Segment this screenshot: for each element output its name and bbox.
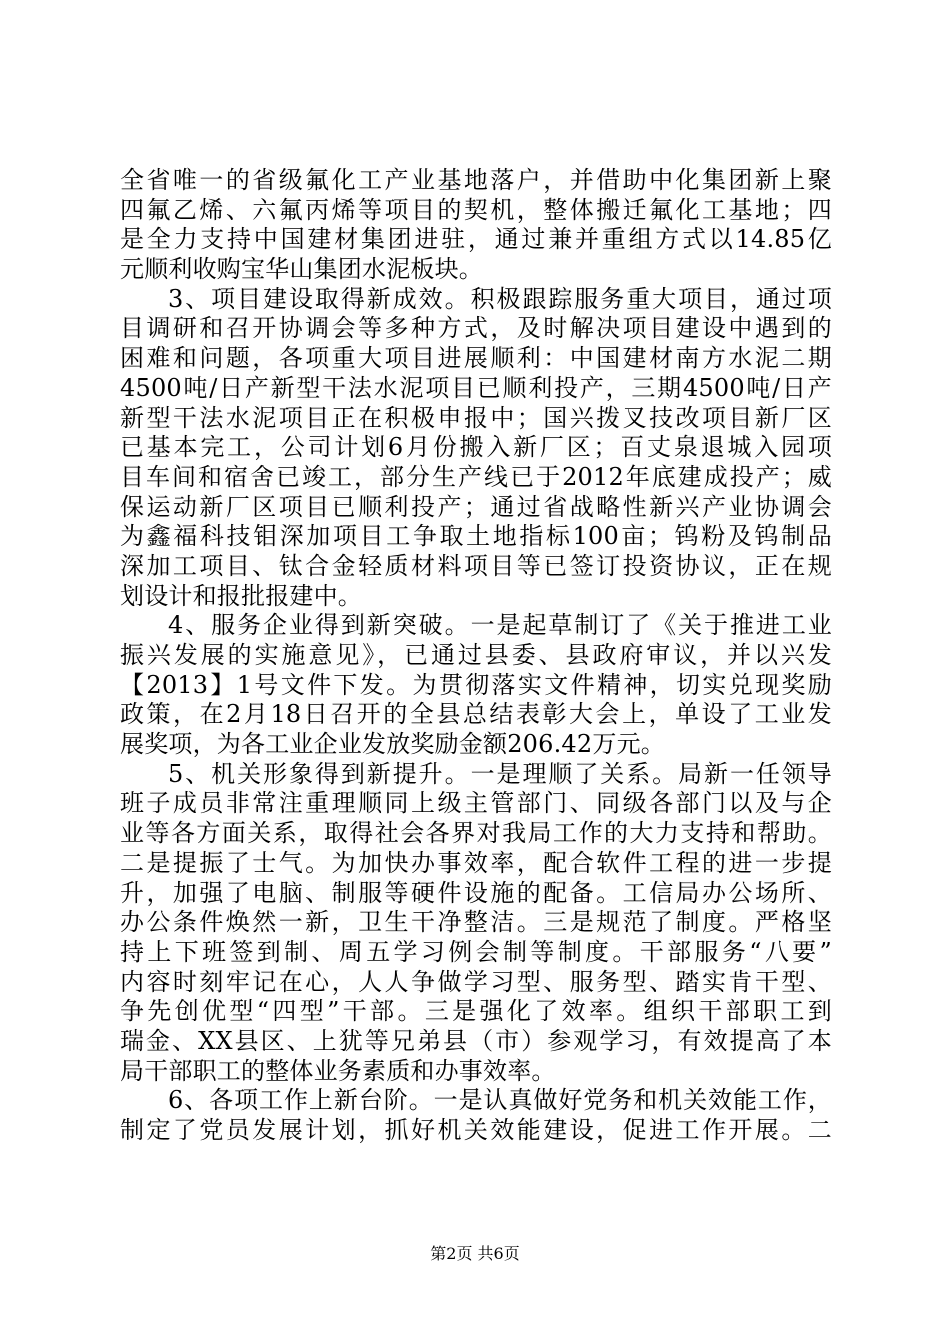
text-line: 业等各方面关系，取得社会各界对我局工作的大力支持和帮助。	[120, 819, 832, 848]
text-line: 振兴发展的实施意见》，已通过县委、县政府审议，并以兴发	[120, 641, 832, 669]
text-line: 是全力支持中国建材集团进驻，通过兼并重组方式以14.85亿	[120, 225, 832, 254]
text-line: 班子成员非常注重理顺同上级主管部门、同级各部门以及与企	[120, 789, 832, 818]
text-line: 瑞金、XX县区、上犹等兄弟县（市）参观学习，有效提高了本	[120, 1026, 832, 1055]
text-line: 政策，在2月18日召开的全县总结表彰大会上，单设了工业发	[120, 700, 832, 729]
text-line: 局干部职工的整体业务素质和办事效率。	[120, 1056, 556, 1085]
text-line: 办公条件焕然一新，卫生干净整洁。三是规范了制度。严格坚	[120, 908, 832, 937]
text-line: 4、服务企业得到新突破。一是起草制订了《关于推进工业	[168, 611, 832, 640]
text-line: 5、机关形象得到新提升。一是理顺了关系。局新一任领导	[168, 759, 832, 788]
text-line: 二是提振了士气。为加快办事效率，配合软件工程的进一步提	[120, 848, 832, 877]
text-line: 6、各项工作上新台阶。一是认真做好党务和机关效能工作，	[168, 1086, 832, 1115]
text-line: 目调研和召开协调会等多种方式，及时解决项目建设中遇到的	[120, 314, 832, 343]
text-line: 已基本完工，公司计划6月份搬入新厂区；百丈泉退城入园项	[120, 433, 832, 462]
text-line: 【2013】1号文件下发。为贯彻落实文件精神，切实兑现奖励	[120, 670, 832, 699]
text-line: 争先创优型“四型”干部。三是强化了效率。组织干部职工到	[120, 997, 832, 1026]
text-line: 保运动新厂区项目已顺利投产；通过省战略性新兴产业协调会	[120, 492, 832, 521]
text-line: 制定了党员发展计划，抓好机关效能建设，促进工作开展。二	[120, 1116, 832, 1144]
text-line: 为鑫福科技钼深加项目工争取土地指标100亩；钨粉及钨制品	[120, 522, 832, 551]
text-line: 元顺利收购宝华山集团水泥板块。	[120, 255, 483, 284]
page-footer: 第2页 共6页	[430, 1244, 520, 1263]
text-line: 划设计和报批报建中。	[120, 581, 362, 610]
text-line: 深加工项目、钛合金轻质材料项目等已签订投资协议，正在规	[120, 551, 832, 580]
text-line: 四氟乙烯、六氟丙烯等项目的契机，整体搬迁氟化工基地；四	[120, 195, 832, 224]
text-line: 3、项目建设取得新成效。积极跟踪服务重大项目，通过项	[168, 284, 832, 313]
text-line: 困难和问题，各项重大项目进展顺利：中国建材南方水泥二期	[120, 344, 832, 373]
text-line: 展奖项，为各工业企业发放奖励金额206.42万元。	[120, 730, 665, 759]
text-line: 新型干法水泥项目正在积极申报中；国兴拨叉技改项目新厂区	[120, 403, 832, 432]
body-text	[120, 166, 832, 1146]
text-line: 升，加强了电脑、制服等硬件设施的配备。工信局办公场所、	[120, 878, 832, 907]
text-line: 内容时刻牢记在心，人人争做学习型、服务型、踏实肯干型、	[120, 967, 832, 996]
text-line: 持上下班签到制、周五学习例会制等制度。干部服务“八要”	[120, 937, 832, 966]
text-line: 全省唯一的省级氟化工产业基地落户，并借助中化集团新上聚	[120, 166, 832, 194]
text-line: 4500吨/日产新型干法水泥项目已顺利投产，三期4500吨/日产	[120, 373, 832, 402]
text-line: 目车间和宿舍已竣工，部分生产线已于2012年底建成投产；威	[120, 462, 832, 491]
